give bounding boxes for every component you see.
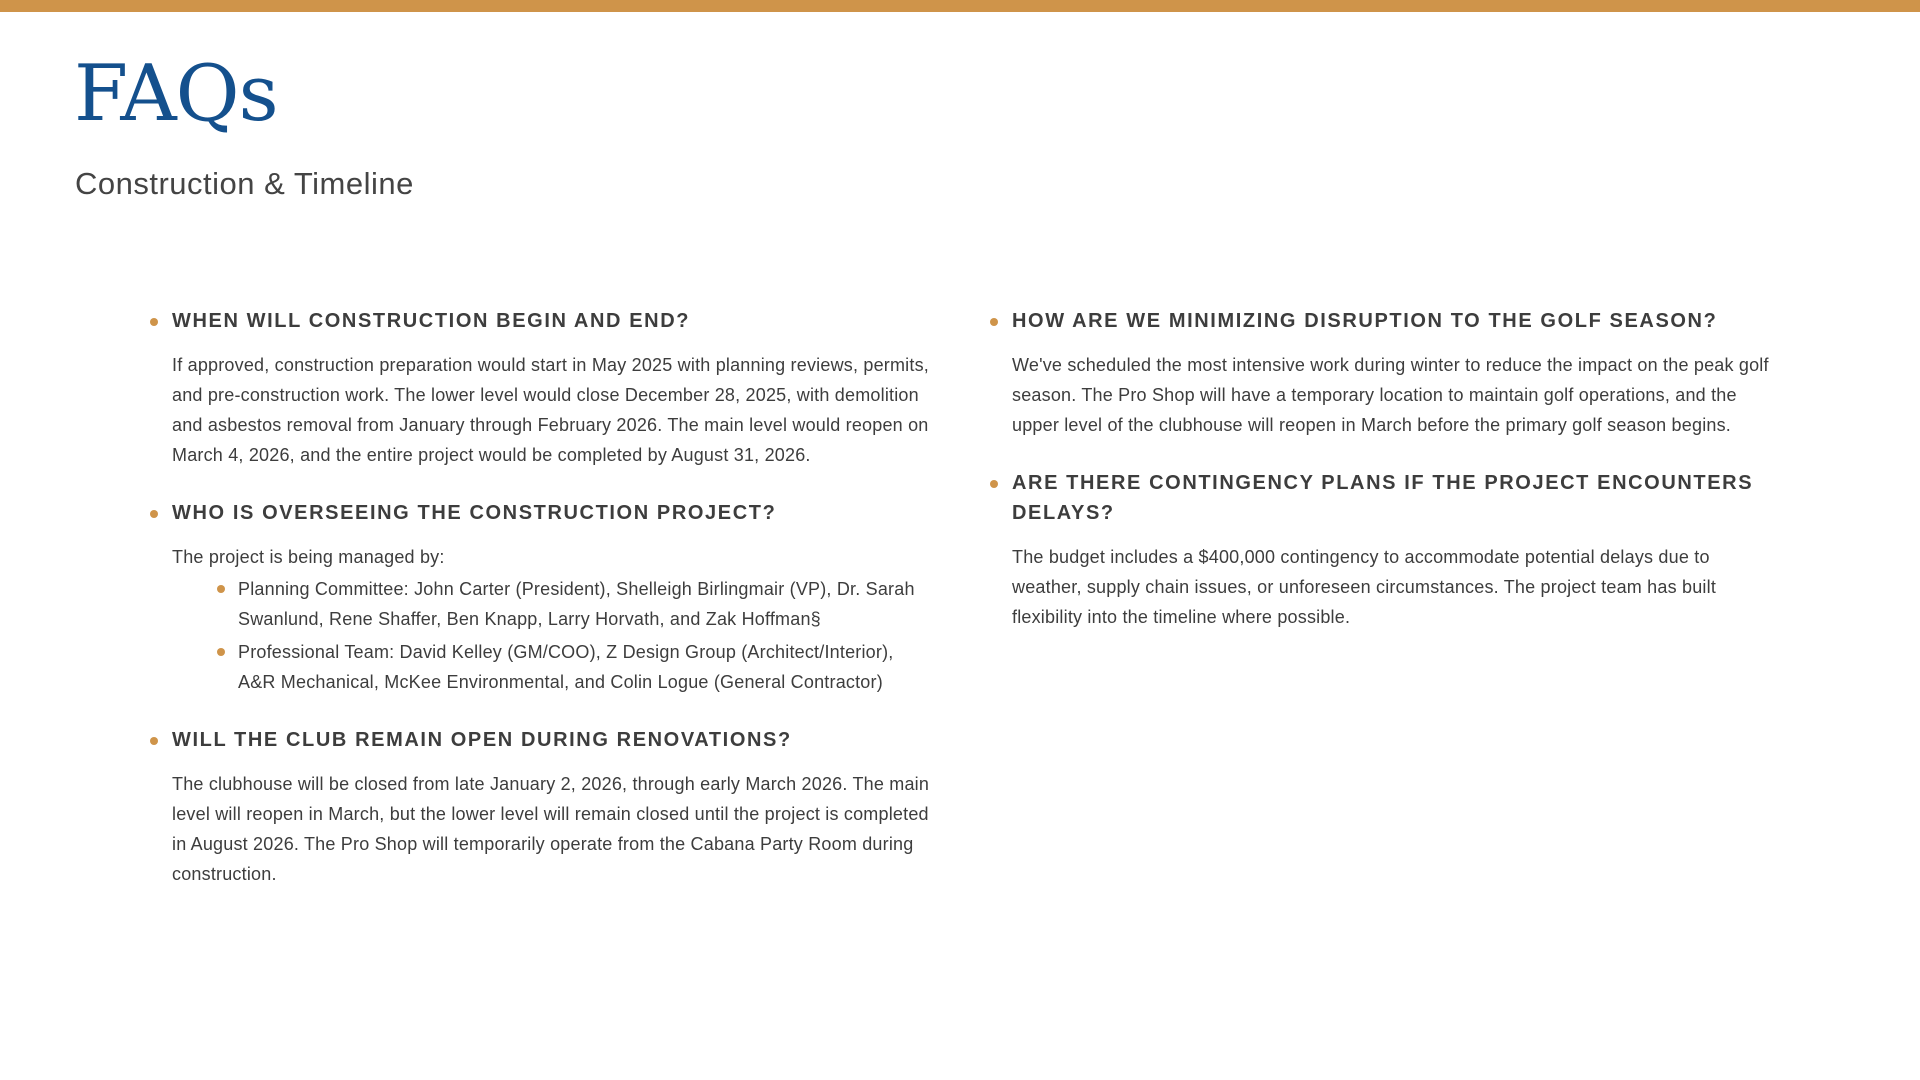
page-title: FAQs	[74, 49, 278, 139]
faq-item	[172, 725, 935, 889]
bullet-dot-icon	[150, 510, 158, 518]
faq-column-right	[1012, 306, 1776, 660]
faq-question	[1012, 306, 1776, 336]
bullet-dot-icon	[217, 648, 225, 656]
faq-question-text: HOW ARE WE MINIMIZING DISRUPTION TO THE GOLF SEASON?	[1012, 310, 1718, 332]
team-list	[172, 574, 935, 697]
faq-question	[1012, 468, 1776, 528]
bullet-dot-icon	[990, 480, 998, 488]
list-item-text: Professional Team: David Kelley (GM/COO), Z Design Group (Architect/Interior), A&R Mechanical, McKee Environmental, and Colin Logue (General Contractor)	[238, 642, 894, 692]
faq-answer: If approved, construction preparation would start in May 2025 with planning reviews, permits, and pre-construction work. The lower level would close December 28, 2025, with demolition and asbestos removal from January through February 2026. The main level would reopen on March 4, 2026, and the entire project would be completed by August 31, 2026.	[172, 355, 929, 465]
faq-question-text: ARE THERE CONTINGENCY PLANS IF THE PROJECT ENCOUNTERS DELAYS?	[1012, 472, 1754, 524]
faq-answer: We've scheduled the most intensive work during winter to reduce the impact on the peak golf season. The Pro Shop will have a temporary location to maintain golf operations, and the upper level of the clubhouse will reopen in March before the primary golf season begins.	[1012, 355, 1769, 435]
faq-column-left	[172, 306, 935, 917]
bullet-dot-icon	[217, 585, 225, 593]
list-item	[238, 637, 935, 697]
faq-question	[172, 306, 935, 336]
faq-answer: The clubhouse will be closed from late January 2, 2026, through early March 2026. The main level will reopen in March, but the lower level will remain closed until the project is completed in August 2026. The Pro Shop will temporarily operate from the Cabana Party Room during construction.	[172, 774, 930, 884]
faq-item	[1012, 468, 1776, 632]
faq-answer: The budget includes a $400,000 contingency to accommodate potential delays due to weather, supply chain issues, or unforeseen circumstances. The project team has built flexibility into the timeline where possible.	[1012, 547, 1717, 627]
bullet-dot-icon	[990, 318, 998, 326]
faq-question-text: WHO IS OVERSEEING THE CONSTRUCTION PROJECT?	[172, 502, 777, 524]
faq-item	[1012, 306, 1776, 440]
faq-question-text: WHEN WILL CONSTRUCTION BEGIN AND END?	[172, 310, 691, 332]
bullet-dot-icon	[150, 318, 158, 326]
list-item	[238, 574, 935, 634]
faq-item	[172, 498, 935, 697]
faq-question-text: WILL THE CLUB REMAIN OPEN DURING RENOVATIONS?	[172, 729, 792, 751]
page-subtitle: Construction & Timeline	[75, 166, 414, 201]
faq-item	[172, 306, 935, 470]
bullet-dot-icon	[150, 737, 158, 745]
faq-question	[172, 725, 935, 755]
accent-top-bar	[0, 0, 1920, 12]
faq-answer-intro: The project is being managed by:	[172, 547, 445, 567]
faq-question	[172, 498, 935, 528]
list-item-text: Planning Committee: John Carter (President), Shelleigh Birlingmair (VP), Dr. Sarah Swanlund, Rene Shaffer, Ben Knapp, Larry Horvath, and Zak Hoffman§	[238, 579, 915, 629]
